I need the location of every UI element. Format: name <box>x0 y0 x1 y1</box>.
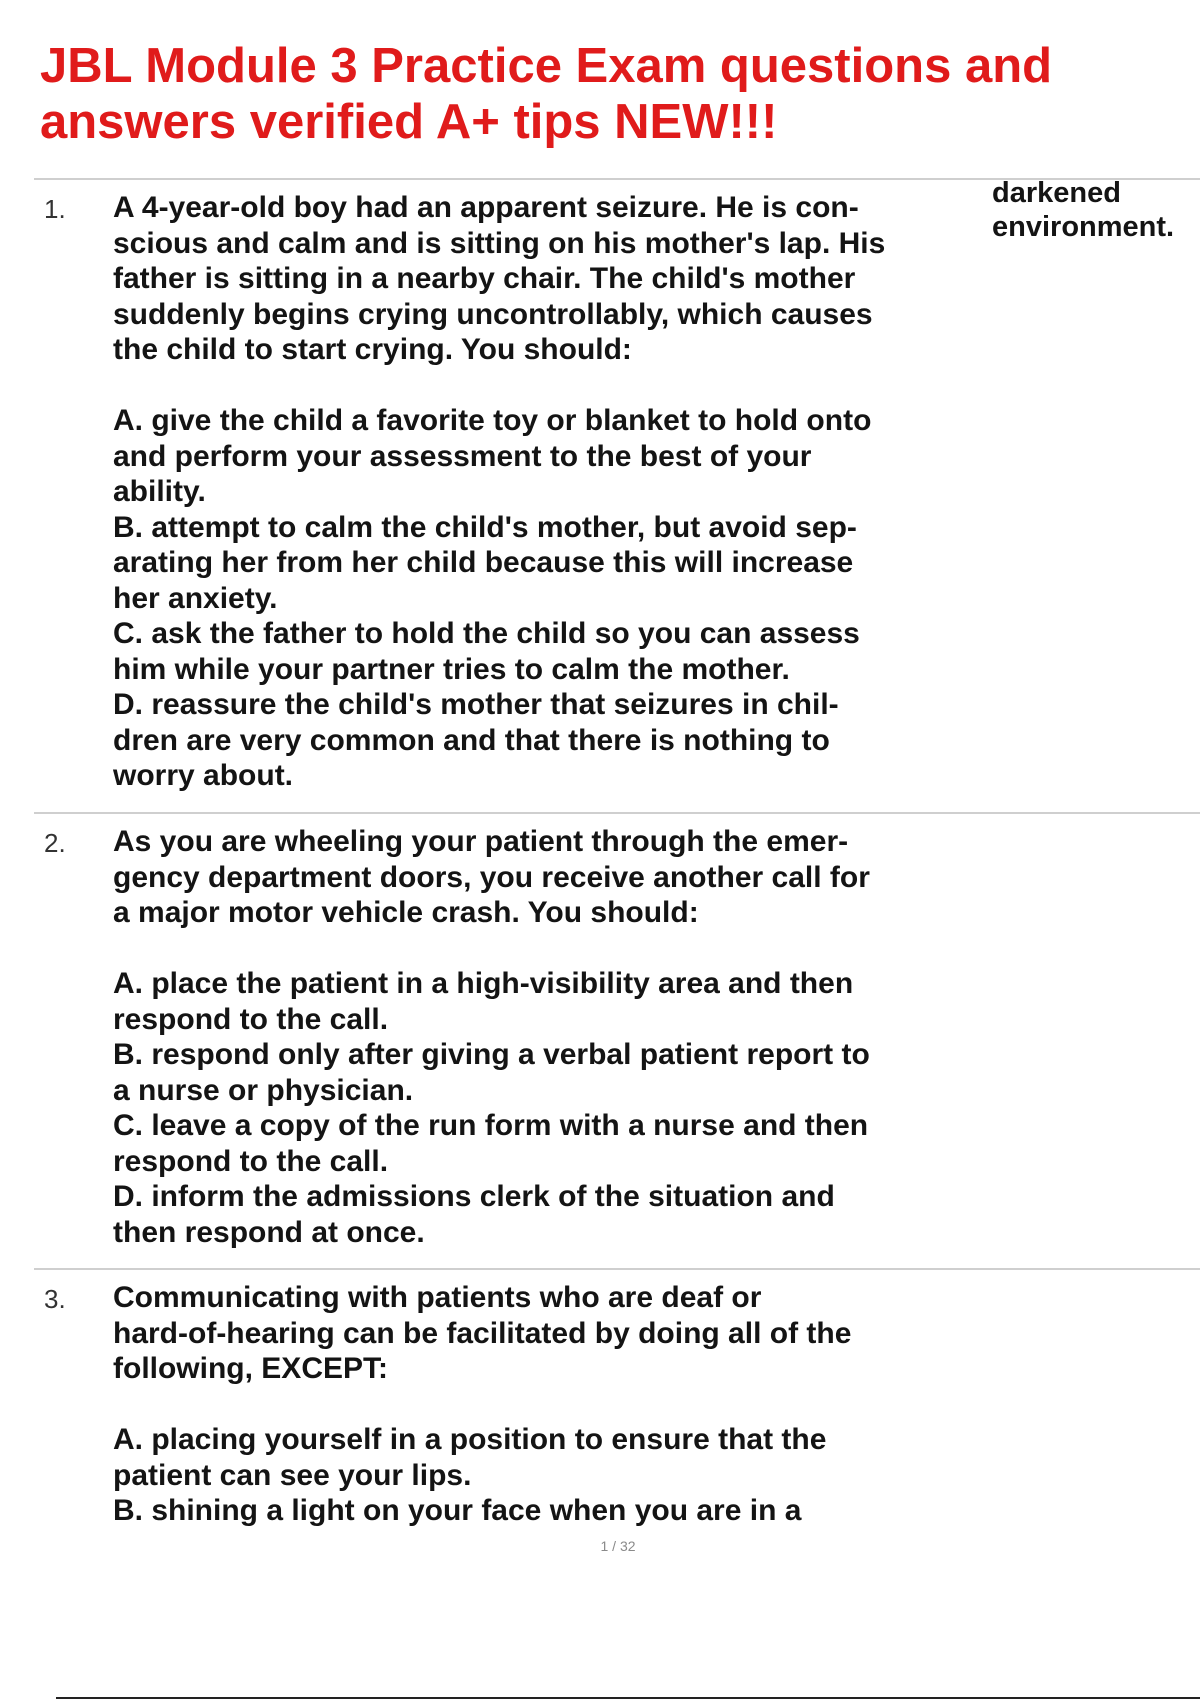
stem-line: suddenly begins crying uncontrollably, which causes <box>113 297 873 331</box>
option-line: B. shining a light on your face when you are in a <box>113 1494 802 1527</box>
stem-line: scious and calm and is sitting on his mother's lap. His <box>113 226 886 260</box>
question-2 <box>113 824 943 1250</box>
option-line: respond to the call. <box>113 1002 389 1036</box>
option-line: A. placing yourself in a position to ensure that the <box>113 1423 827 1456</box>
stem-line: hard-of-hearing can be facilitated by doing all of the <box>113 1316 852 1350</box>
question-options <box>113 966 943 1250</box>
option-line: and perform your assessment to the best of your <box>113 439 812 473</box>
answer-line: environment. <box>992 211 1175 243</box>
question-options <box>113 403 943 794</box>
stem-line: a major motor vehicle crash. You should: <box>113 896 699 929</box>
answer-line: darkened <box>992 177 1121 209</box>
option-line: C. ask the father to hold the child so you can assess <box>113 617 860 650</box>
question-stem <box>113 1280 943 1387</box>
question-options <box>113 1422 943 1529</box>
stem-line: the child to start crying. You should: <box>113 333 632 366</box>
stem-line: A 4-year-old boy had an apparent seizure. He is con- <box>113 191 859 224</box>
question-stem <box>113 824 943 931</box>
option-line: her anxiety. <box>113 581 278 615</box>
question-number: 1. <box>44 194 66 224</box>
title-line: JBL Module 3 Practice Exam questions and <box>40 39 1053 93</box>
option-line: A. place the patient in a high-visibility area and then <box>113 967 854 1000</box>
divider <box>34 812 1200 814</box>
question-number: 2. <box>44 828 66 858</box>
question-3 <box>113 1280 943 1529</box>
option-line: patient can see your lips. <box>113 1458 472 1492</box>
bottom-rule <box>56 1697 1200 1699</box>
option-line: B. attempt to calm the child's mother, but avoid sep- <box>113 510 857 544</box>
option-line: dren are very common and that there is nothing to <box>113 723 830 757</box>
option-line: A. give the child a favorite toy or blanket to hold onto <box>113 404 872 437</box>
option-line: ability. <box>113 475 206 508</box>
option-line: respond to the call. <box>113 1144 389 1178</box>
stem-line: Communicating with patients who are deaf or <box>113 1281 762 1314</box>
spacer <box>113 368 943 404</box>
option-line: D. inform the admissions clerk of the situation and <box>113 1180 835 1213</box>
question-1 <box>113 190 943 794</box>
document-title <box>40 38 1140 150</box>
page-indicator: 1 / 32 <box>600 1538 636 1554</box>
question-stem <box>113 190 943 368</box>
divider <box>34 1268 1200 1270</box>
option-line: then respond at once. <box>113 1215 425 1249</box>
option-line: D. reassure the child's mother that seizures in chil- <box>113 688 839 721</box>
stem-line: father is sitting in a nearby chair. The child's mother <box>113 262 856 295</box>
stem-line: following, EXCEPT: <box>113 1352 388 1385</box>
question-number: 3. <box>44 1284 66 1314</box>
answer-column <box>992 176 1200 244</box>
option-line: worry about. <box>113 759 294 792</box>
option-line: B. respond only after giving a verbal patient report to <box>113 1038 870 1071</box>
option-line: C. leave a copy of the run form with a nurse and then <box>113 1109 869 1142</box>
option-line: him while your partner tries to calm the mother. <box>113 652 790 686</box>
stem-line: As you are wheeling your patient through the emer- <box>113 825 849 858</box>
stem-line: gency department doors, you receive another call for <box>113 860 870 894</box>
title-line: answers verified A+ tips NEW!!! <box>40 95 778 149</box>
spacer <box>113 931 943 967</box>
spacer <box>113 1387 943 1423</box>
option-line: arating her from her child because this will increase <box>113 546 854 579</box>
option-line: a nurse or physician. <box>113 1073 414 1107</box>
